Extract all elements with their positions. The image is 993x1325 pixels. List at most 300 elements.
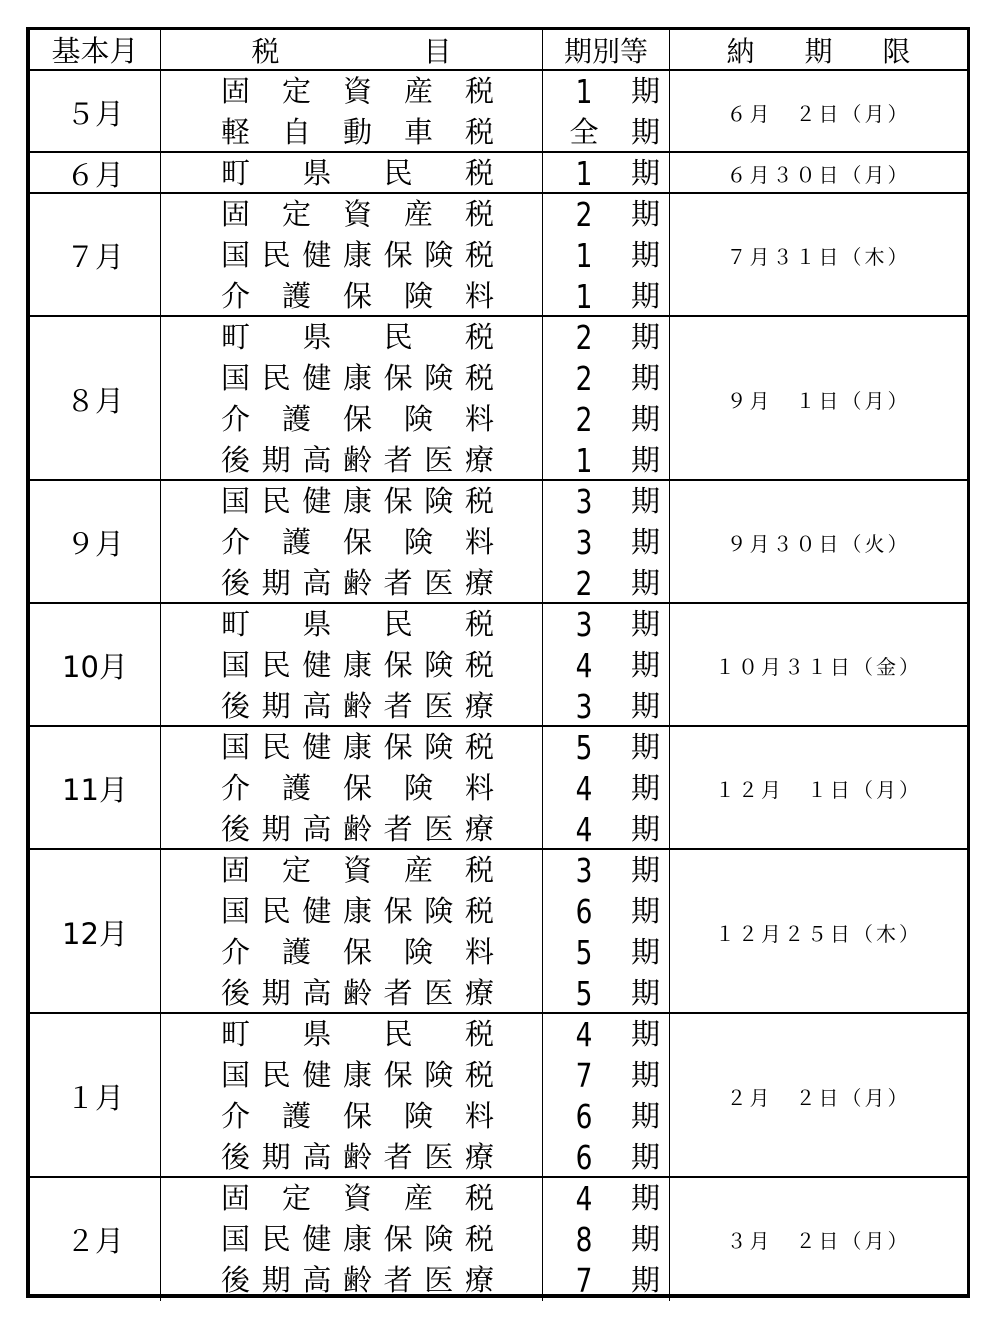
- tax-item-char: 険: [424, 730, 454, 764]
- tax-item-char: 険: [403, 771, 433, 805]
- term-unit: 期: [631, 976, 661, 1010]
- tax-item-char: 者: [383, 976, 413, 1010]
- terms: [543, 71, 670, 153]
- header-base-month: 基本月: [30, 30, 161, 69]
- tax-item-char: 険: [424, 648, 454, 682]
- term-line: [543, 563, 669, 604]
- tax-items: [161, 1014, 543, 1178]
- tax-item-char: 保: [383, 484, 413, 518]
- tax-item-line: [161, 686, 542, 727]
- tax-item-char: 定: [281, 197, 311, 231]
- term-line: [543, 686, 669, 727]
- tax-item-line: [161, 1219, 542, 1260]
- tax-item-char: 健: [302, 730, 332, 764]
- tax-item-char: 険: [403, 1099, 433, 1133]
- tax-item-line: [161, 440, 542, 481]
- term-unit: 期: [631, 1017, 661, 1051]
- tax-item-char: 民: [261, 1222, 291, 1256]
- tax-item-name: [221, 563, 494, 604]
- term-unit: 期: [631, 607, 661, 641]
- due-date: １２月２５日（木）: [715, 921, 922, 946]
- tax-item-char: 資: [342, 74, 372, 108]
- term-number: 3: [575, 687, 593, 726]
- tax-item-char: 税: [464, 730, 494, 764]
- tax-item-char: 税: [464, 894, 494, 928]
- tax-item-name: [221, 891, 494, 932]
- base-month: ８月: [30, 317, 161, 481]
- header-tax-item: [161, 30, 543, 69]
- tax-item-char: 保: [342, 1099, 372, 1133]
- tax-item-char: 険: [424, 894, 454, 928]
- term-line: [543, 809, 669, 850]
- tax-item-char: 健: [302, 238, 332, 272]
- tax-item-char: 固: [221, 853, 251, 887]
- term-number: 全: [569, 115, 599, 149]
- tax-item-char: 齢: [342, 812, 372, 846]
- tax-items: [161, 850, 543, 1014]
- tax-item-name: [221, 1014, 494, 1055]
- month-row: [30, 848, 967, 1014]
- term-line: [543, 1096, 669, 1137]
- term-number: 2: [575, 195, 593, 234]
- tax-item-char: 民: [261, 648, 291, 682]
- tax-item-char: 期: [261, 443, 291, 477]
- tax-item-name: [221, 522, 494, 563]
- tax-item-char: 民: [383, 156, 413, 190]
- tax-item-char: 護: [281, 402, 311, 436]
- tax-item-line: [161, 891, 542, 932]
- tax-item-char: 康: [342, 730, 372, 764]
- term-number: 3: [575, 605, 593, 644]
- term-unit: 期: [631, 320, 661, 354]
- term-line: [543, 768, 669, 809]
- term-line: [543, 440, 669, 481]
- term-unit: 期: [631, 1222, 661, 1256]
- term-unit: 期: [631, 730, 661, 764]
- term-line: [543, 481, 669, 522]
- tax-item-char: 保: [383, 894, 413, 928]
- tax-item-char: 介: [221, 525, 251, 559]
- term-line: [543, 645, 669, 686]
- term-line: [543, 235, 669, 276]
- terms: [543, 850, 670, 1014]
- tax-item-line: [161, 932, 542, 973]
- term-unit: 期: [631, 525, 661, 559]
- tax-item-line: [161, 645, 542, 686]
- term-line: [543, 1219, 669, 1260]
- due-date: １２月 １日（月）: [715, 778, 922, 802]
- term-unit: 期: [631, 894, 661, 928]
- due-date: ３月 ２日（月）: [726, 1229, 911, 1253]
- tax-item-char: 齢: [342, 443, 372, 477]
- tax-item-char: 国: [221, 238, 251, 272]
- term-unit: 期: [631, 484, 661, 518]
- tax-item-char: 期: [261, 976, 291, 1010]
- tax-item-char: 医: [424, 1140, 454, 1174]
- term-number: 2: [575, 564, 593, 603]
- tax-item-char: 医: [424, 1263, 454, 1297]
- tax-item-char: 険: [424, 1058, 454, 1092]
- tax-item-char: 療: [464, 566, 494, 600]
- tax-item-char: 産: [403, 1181, 433, 1215]
- base-month: ９月: [30, 481, 161, 604]
- tax-item-char: 高: [302, 976, 332, 1010]
- tax-item-line: [161, 1178, 542, 1219]
- tax-item-char: 町: [221, 607, 251, 641]
- tax-item-char: 者: [383, 1140, 413, 1174]
- base-month: ２月: [30, 1178, 161, 1301]
- tax-item-char: 民: [261, 1058, 291, 1092]
- term-line: [543, 932, 669, 973]
- term-line: [543, 358, 669, 399]
- due-date: ７月３１日（木）: [726, 245, 911, 269]
- term-number: 2: [575, 400, 593, 439]
- tax-item-char: 資: [342, 197, 372, 231]
- tax-item-name: [221, 1055, 494, 1096]
- base-month: ６月: [30, 153, 161, 194]
- tax-item-char: 険: [403, 279, 433, 313]
- term-line: [543, 1178, 669, 1219]
- tax-item-char: 者: [383, 812, 413, 846]
- term-number: 1: [575, 441, 593, 480]
- tax-item-char: 資: [342, 853, 372, 887]
- base-month: ７月: [30, 194, 161, 317]
- tax-item-char: 税: [464, 156, 494, 190]
- term-line: [543, 522, 669, 563]
- month-row: [30, 69, 967, 153]
- term-number: 3: [575, 523, 593, 562]
- tax-item-name: [221, 481, 494, 522]
- base-month: ５月: [30, 71, 161, 153]
- term-number: 1: [575, 236, 593, 275]
- terms: [543, 1178, 670, 1301]
- tax-item-char: 険: [424, 484, 454, 518]
- tax-item-name: [221, 1260, 494, 1301]
- tax-items: [161, 1178, 543, 1301]
- tax-item-char: 税: [464, 1181, 494, 1215]
- tax-item-char: 固: [221, 74, 251, 108]
- tax-item-line: [161, 153, 542, 194]
- tax-item-char: 齢: [342, 689, 372, 723]
- tax-item-line: [161, 399, 542, 440]
- tax-item-char: 険: [403, 525, 433, 559]
- due-date: ６月 ２日（月）: [726, 101, 911, 126]
- month-row: [30, 725, 967, 850]
- tax-item-char: 定: [281, 853, 311, 887]
- tax-item-char: 保: [383, 648, 413, 682]
- month-row: [30, 315, 967, 481]
- term-line: [543, 850, 669, 891]
- tax-item-char: 県: [302, 320, 332, 354]
- tax-item-line: [161, 276, 542, 317]
- header-due-char: 納: [726, 34, 755, 68]
- tax-item-char: 介: [221, 935, 251, 969]
- term-unit: 期: [631, 361, 661, 395]
- tax-item-char: 民: [261, 361, 291, 395]
- tax-items: [161, 604, 543, 727]
- tax-item-char: 期: [261, 1263, 291, 1297]
- term-number: 5: [575, 933, 593, 972]
- tax-item-char: 町: [221, 156, 251, 190]
- tax-item-char: 料: [464, 771, 494, 805]
- tax-item-char: 自: [281, 115, 311, 149]
- tax-item-char: 県: [302, 156, 332, 190]
- tax-item-name: [221, 1137, 494, 1178]
- term-unit: 期: [631, 812, 661, 846]
- tax-item-name: [221, 727, 494, 768]
- tax-item-char: 康: [342, 1222, 372, 1256]
- base-month: 11月: [30, 727, 161, 850]
- tax-item-char: 料: [464, 525, 494, 559]
- tax-item-line: [161, 768, 542, 809]
- terms: [543, 194, 670, 317]
- term-unit: 期: [631, 74, 661, 108]
- tax-item-char: 動: [342, 115, 372, 149]
- tax-item-line: [161, 522, 542, 563]
- tax-item-char: 療: [464, 976, 494, 1010]
- tax-item-char: 民: [261, 238, 291, 272]
- tax-items: [161, 317, 543, 481]
- tax-item-name: [221, 399, 494, 440]
- terms: [543, 153, 670, 194]
- tax-item-char: 康: [342, 484, 372, 518]
- term-number: 1: [575, 277, 593, 316]
- tax-item-line: [161, 809, 542, 850]
- term-unit: 期: [631, 689, 661, 723]
- tax-item-char: 保: [383, 1222, 413, 1256]
- tax-item-char: 高: [302, 443, 332, 477]
- header-tax-item-char: 目: [423, 34, 452, 68]
- tax-item-char: 税: [464, 1017, 494, 1051]
- month-row: [30, 602, 967, 727]
- header-due-date: [670, 30, 967, 69]
- tax-schedule-table: [26, 27, 970, 1298]
- term-unit: 期: [631, 279, 661, 313]
- term-number: 7: [575, 1056, 593, 1095]
- tax-item-char: 民: [383, 607, 413, 641]
- tax-item-char: 高: [302, 1263, 332, 1297]
- term-line: [543, 276, 669, 317]
- tax-item-char: 療: [464, 443, 494, 477]
- term-line: [543, 317, 669, 358]
- tax-item-char: 固: [221, 197, 251, 231]
- tax-item-char: 民: [261, 730, 291, 764]
- tax-item-char: 期: [261, 1140, 291, 1174]
- tax-item-char: 税: [464, 197, 494, 231]
- tax-item-char: 者: [383, 443, 413, 477]
- tax-item-line: [161, 973, 542, 1014]
- tax-item-char: 民: [261, 484, 291, 518]
- tax-item-line: [161, 563, 542, 604]
- term-number: 2: [575, 359, 593, 398]
- term-number: 1: [575, 72, 593, 111]
- base-month: 10月: [30, 604, 161, 727]
- due-date: ６月３０日（月）: [726, 163, 911, 187]
- tax-item-char: 後: [221, 566, 251, 600]
- tax-item-line: [161, 481, 542, 522]
- tax-item-char: 後: [221, 443, 251, 477]
- term-number: 5: [575, 974, 593, 1013]
- terms: [543, 1014, 670, 1178]
- term-unit: 期: [631, 443, 661, 477]
- base-month: １月: [30, 1014, 161, 1178]
- tax-item-char: 保: [342, 525, 372, 559]
- month-row: [30, 151, 967, 194]
- tax-item-line: [161, 194, 542, 235]
- tax-item-char: 康: [342, 1058, 372, 1092]
- tax-item-char: 保: [383, 361, 413, 395]
- tax-items: [161, 194, 543, 317]
- tax-item-char: 町: [221, 320, 251, 354]
- tax-item-char: 国: [221, 1222, 251, 1256]
- tax-item-char: 料: [464, 402, 494, 436]
- tax-item-name: [221, 809, 494, 850]
- tax-item-char: 産: [403, 853, 433, 887]
- term-number: 3: [575, 482, 593, 521]
- tax-item-name: [221, 686, 494, 727]
- term-number: 4: [575, 1179, 593, 1218]
- tax-item-name: [221, 768, 494, 809]
- tax-item-char: 保: [342, 402, 372, 436]
- tax-item-char: 者: [383, 689, 413, 723]
- tax-item-char: 康: [342, 648, 372, 682]
- tax-item-char: 齢: [342, 976, 372, 1010]
- term-unit: 期: [631, 156, 661, 190]
- due-date: ９月 １日（月）: [726, 388, 911, 413]
- term-line: [543, 194, 669, 235]
- term-number: 4: [575, 769, 593, 808]
- tax-item-char: 険: [403, 402, 433, 436]
- tax-item-char: 介: [221, 402, 251, 436]
- tax-item-char: 齢: [342, 566, 372, 600]
- tax-item-char: 保: [342, 771, 372, 805]
- tax-item-char: 健: [302, 1222, 332, 1256]
- term-line: [543, 1137, 669, 1178]
- tax-item-name: [221, 604, 494, 645]
- terms: [543, 727, 670, 850]
- due-date: ９月３０日（火）: [726, 532, 911, 556]
- tax-item-char: 民: [383, 320, 413, 354]
- term-number: 6: [575, 1138, 593, 1177]
- tax-item-char: 軽: [221, 115, 251, 149]
- tax-item-char: 者: [383, 566, 413, 600]
- term-number: 4: [575, 1015, 593, 1054]
- tax-item-line: [161, 1055, 542, 1096]
- tax-item-char: 国: [221, 894, 251, 928]
- tax-item-char: 険: [424, 1222, 454, 1256]
- term-number: 5: [575, 728, 593, 767]
- tax-item-char: 資: [342, 1181, 372, 1215]
- tax-item-char: 税: [464, 115, 494, 149]
- tax-item-char: 税: [464, 74, 494, 108]
- tax-item-char: 護: [281, 771, 311, 805]
- term-line: [543, 1055, 669, 1096]
- tax-item-char: 高: [302, 812, 332, 846]
- tax-item-char: 医: [424, 566, 454, 600]
- header-row: [30, 30, 967, 69]
- tax-item-name: [221, 973, 494, 1014]
- tax-item-name: [221, 440, 494, 481]
- term-unit: 期: [631, 935, 661, 969]
- tax-item-line: [161, 1260, 542, 1301]
- tax-item-line: [161, 112, 542, 153]
- term-number: 2: [575, 318, 593, 357]
- tax-item-char: 民: [383, 1017, 413, 1051]
- tax-item-char: 税: [464, 607, 494, 641]
- tax-item-char: 健: [302, 894, 332, 928]
- tax-item-char: 療: [464, 812, 494, 846]
- month-row: [30, 479, 967, 604]
- tax-item-name: [221, 112, 494, 153]
- tax-item-name: [221, 317, 494, 358]
- base-month: 12月: [30, 850, 161, 1014]
- tax-item-char: 保: [342, 279, 372, 313]
- tax-item-char: 高: [302, 1140, 332, 1174]
- tax-item-char: 税: [464, 238, 494, 272]
- tax-item-char: 国: [221, 361, 251, 395]
- tax-item-char: 保: [383, 1058, 413, 1092]
- tax-item-char: 産: [403, 74, 433, 108]
- tax-item-char: 護: [281, 935, 311, 969]
- tax-item-char: 定: [281, 74, 311, 108]
- month-row: [30, 1012, 967, 1178]
- tax-item-char: 療: [464, 689, 494, 723]
- term-unit: 期: [631, 1099, 661, 1133]
- term-unit: 期: [631, 566, 661, 600]
- tax-item-line: [161, 71, 542, 112]
- tax-item-char: 税: [464, 361, 494, 395]
- tax-item-name: [221, 235, 494, 276]
- tax-item-char: 介: [221, 279, 251, 313]
- term-number: 3: [575, 851, 593, 890]
- header-term: 期別等: [543, 30, 670, 69]
- tax-item-char: 民: [261, 894, 291, 928]
- term-unit: 期: [631, 115, 661, 149]
- tax-item-line: [161, 317, 542, 358]
- tax-item-char: 医: [424, 976, 454, 1010]
- tax-item-name: [221, 1219, 494, 1260]
- tax-item-char: 期: [261, 689, 291, 723]
- tax-item-char: 保: [342, 935, 372, 969]
- tax-item-line: [161, 604, 542, 645]
- tax-item-char: 国: [221, 484, 251, 518]
- tax-item-name: [221, 850, 494, 891]
- tax-item-char: 税: [464, 1058, 494, 1092]
- tax-item-char: 県: [302, 1017, 332, 1051]
- tax-item-char: 介: [221, 771, 251, 805]
- term-line: [543, 1260, 669, 1301]
- tax-item-char: 介: [221, 1099, 251, 1133]
- tax-item-char: 後: [221, 812, 251, 846]
- term-line: [543, 891, 669, 932]
- term-number: 4: [575, 810, 593, 849]
- term-line: [543, 153, 669, 194]
- tax-item-line: [161, 358, 542, 399]
- tax-item-char: 護: [281, 1099, 311, 1133]
- tax-item-char: 齢: [342, 1263, 372, 1297]
- tax-item-char: 健: [302, 484, 332, 518]
- term-line: [543, 727, 669, 768]
- term-unit: 期: [631, 197, 661, 231]
- tax-item-char: 料: [464, 1099, 494, 1133]
- tax-item-char: 険: [424, 361, 454, 395]
- terms: [543, 604, 670, 727]
- term-unit: 期: [631, 238, 661, 272]
- term-unit: 期: [631, 1058, 661, 1092]
- tax-item-char: 保: [383, 730, 413, 764]
- header-due-char: 限: [882, 34, 911, 68]
- tax-item-line: [161, 1096, 542, 1137]
